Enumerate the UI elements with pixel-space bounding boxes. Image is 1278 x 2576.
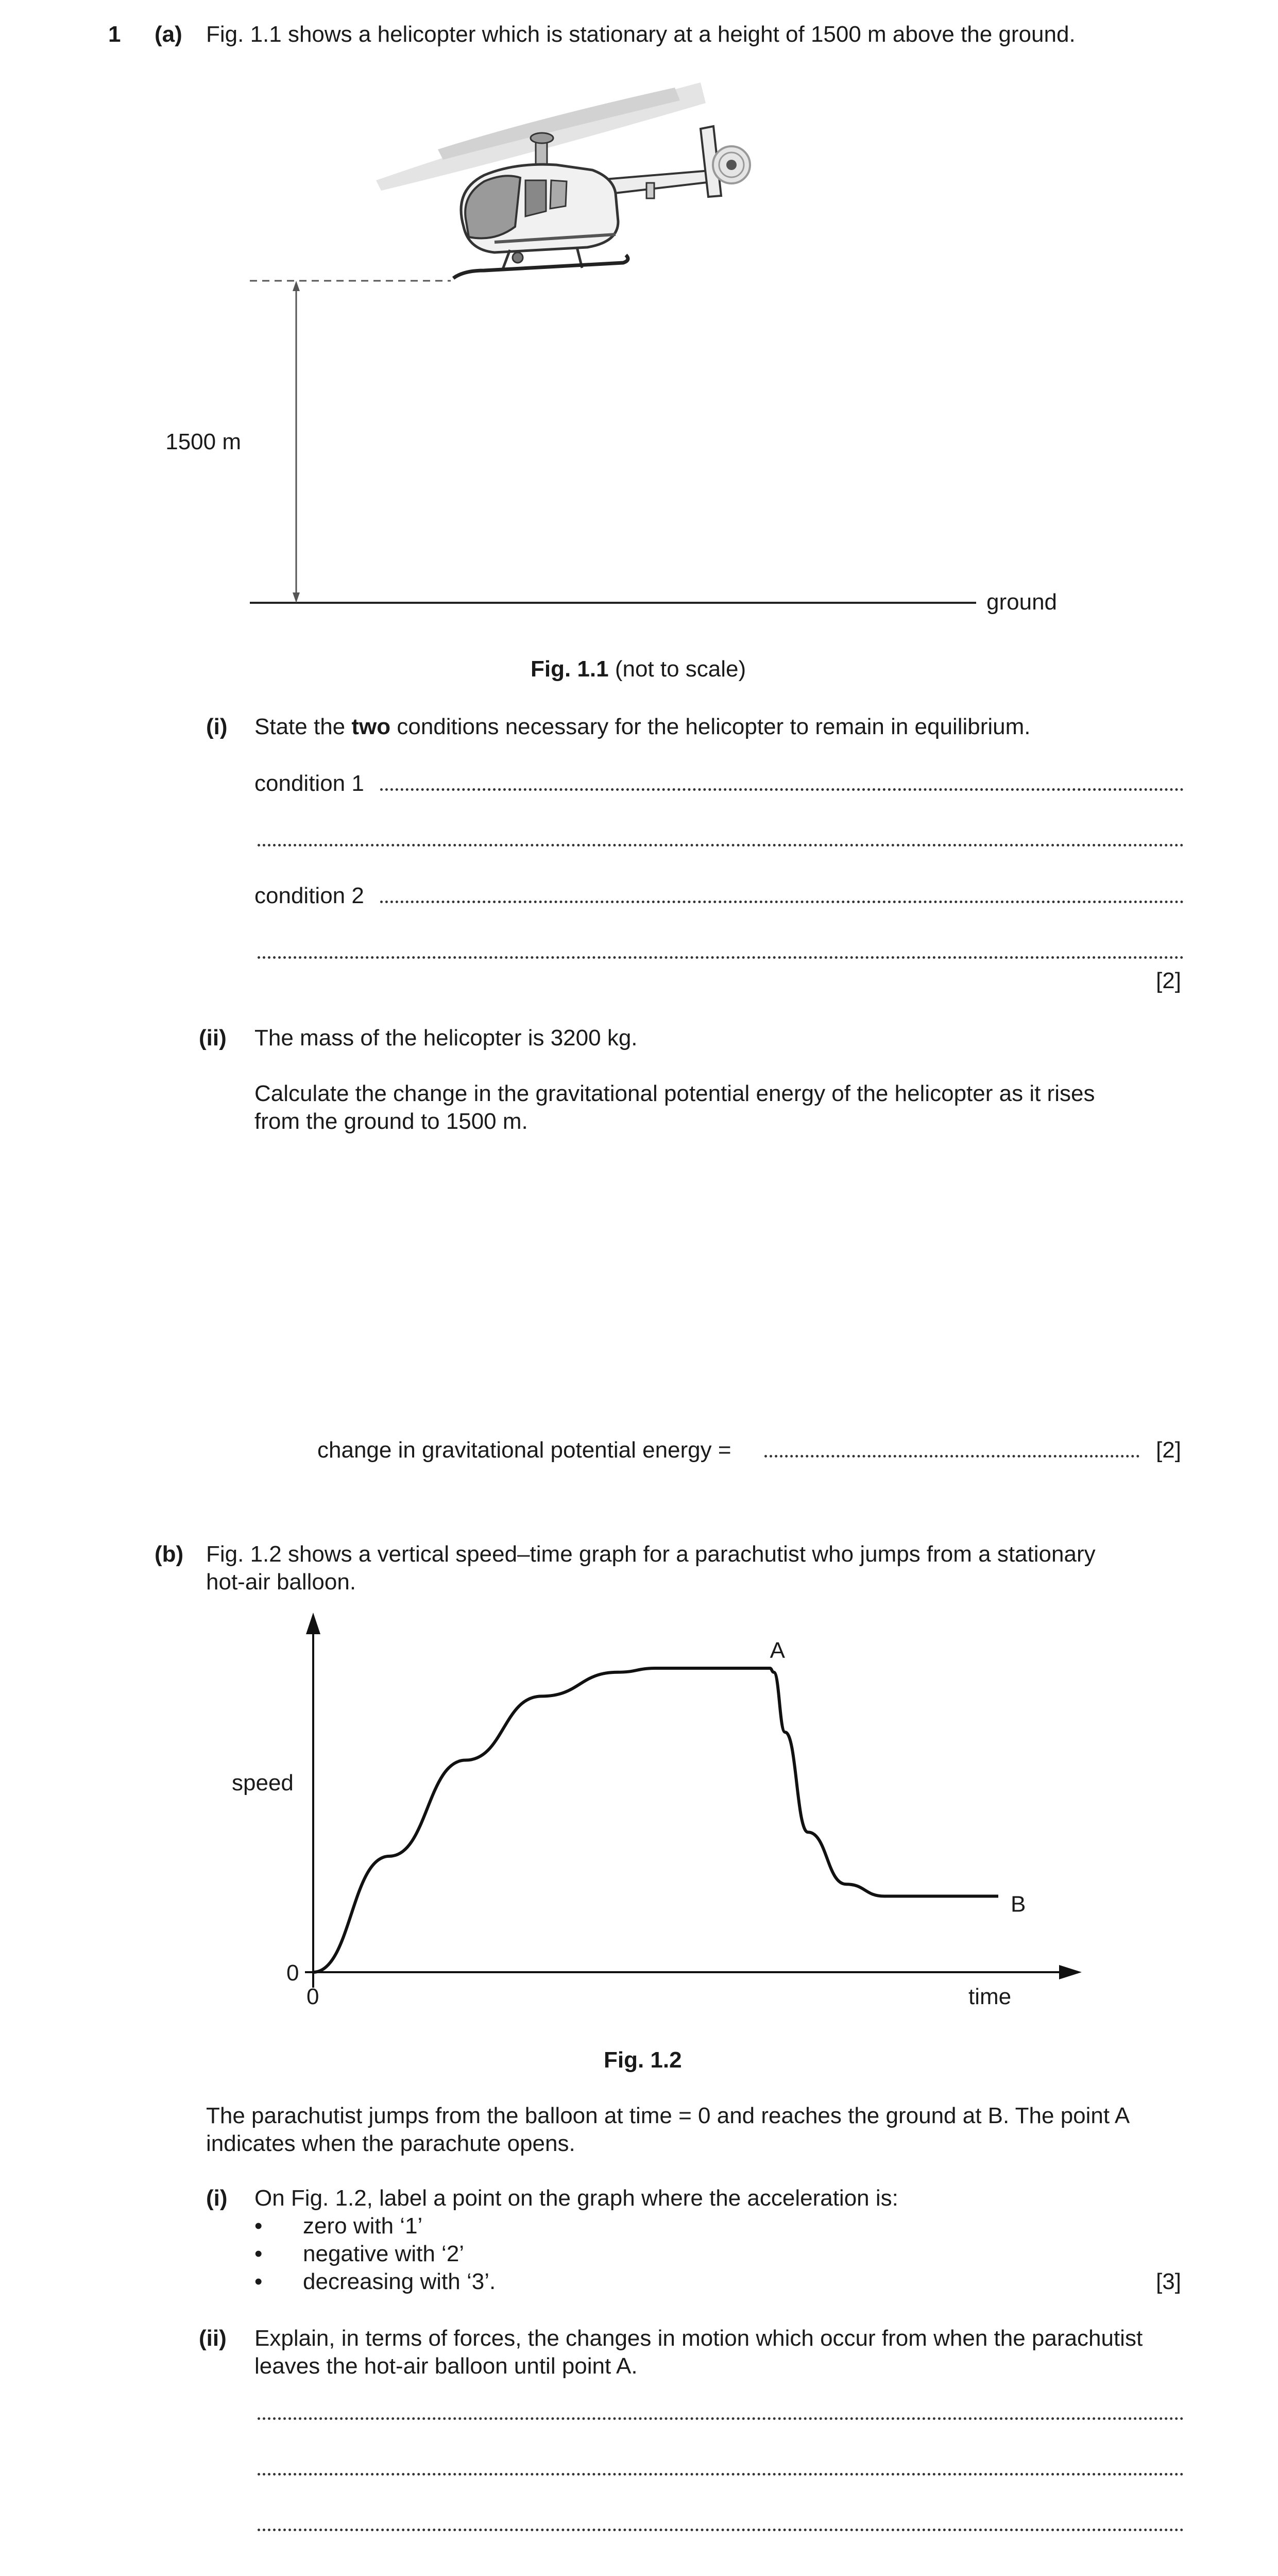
figure-1-1 [0, 0, 1278, 696]
speed-time-curve [313, 1668, 998, 1972]
x-tick-label: 0 [306, 1984, 319, 2009]
y-axis-label: speed [232, 1770, 294, 1795]
condition-1-answer-line[interactable] [380, 788, 1184, 791]
part-a-ii-question-line1: Calculate the change in the gravitational potential energy of the helicopter as it rises [254, 1081, 1095, 1106]
condition-2-answer-line[interactable] [380, 901, 1184, 903]
part-a-ii-marks: [2] [1156, 1437, 1181, 1463]
point-label-b: B [1011, 1891, 1026, 1917]
part-b-i-question: On Fig. 1.2, label a point on the graph where the acceleration is: [254, 2185, 898, 2211]
part-a-i-question: State the two conditions necessary for the helicopter to remain in equilibrium. [254, 714, 1031, 739]
part-b-text-line1: The parachutist jumps from the balloon at time = 0 and reaches the ground at B. The point A [206, 2103, 1130, 2128]
ground-label: ground [986, 589, 1058, 615]
explain-answer-line-2[interactable] [258, 2473, 1184, 2476]
y-axis-arrowhead [306, 1613, 320, 1634]
part-b-intro-line2: hot-air balloon. [206, 1569, 356, 1595]
part-b-i-marks: [3] [1156, 2269, 1181, 2294]
condition-1-answer-line-2[interactable] [258, 844, 1184, 846]
part-b-intro-line1: Fig. 1.2 shows a vertical speed–time graph for a parachutist who jumps from a stationary [206, 1541, 1096, 1567]
explain-answer-line-3[interactable] [258, 2529, 1184, 2531]
bullet-2: • negative with ‘2’ [254, 2241, 465, 2266]
gpe-answer-label: change in gravitational potential energy = [317, 1437, 731, 1463]
x-axis-arrowhead [1059, 1965, 1082, 1979]
part-b-ii-label: (ii) [199, 2326, 227, 2351]
height-label: 1500 m [165, 429, 241, 454]
bullet-1: • zero with ‘1’ [254, 2213, 423, 2239]
condition-1-label: condition 1 [254, 771, 364, 796]
x-axis-label: time [968, 1984, 1012, 2009]
condition-2-answer-line-2[interactable] [258, 956, 1184, 959]
bullet-3: • decreasing with ‘3’. [254, 2269, 496, 2294]
part-a-ii-label: (ii) [199, 1025, 227, 1050]
part-b-ii-question-line2: leaves the hot-air balloon until point A. [254, 2353, 638, 2379]
part-b-text-line2: indicates when the parachute opens. [206, 2131, 575, 2156]
part-a-i-label: (i) [206, 714, 228, 739]
part-a-intro: Fig. 1.1 shows a helicopter which is stationary at a height of 1500 m above the ground. [206, 22, 1076, 47]
helicopter-icon [376, 82, 750, 278]
question-number: 1 [108, 22, 121, 47]
explain-answer-line-1[interactable] [258, 2417, 1184, 2420]
part-a-i-marks: [2] [1156, 968, 1181, 993]
gpe-answer-line[interactable] [764, 1455, 1139, 1458]
point-label-a: A [770, 1638, 786, 1663]
part-b-i-label: (i) [206, 2185, 228, 2211]
part-a-ii-mass-text: The mass of the helicopter is 3200 kg. [254, 1025, 638, 1050]
figure-1-2-caption: Fig. 1.2 [604, 2047, 682, 2073]
condition-2-label: condition 2 [254, 883, 364, 908]
part-b-label: (b) [155, 1541, 184, 1567]
y-tick-label: 0 [286, 1960, 299, 1986]
part-a-ii-question-line2: from the ground to 1500 m. [254, 1109, 528, 1134]
figure-1-1-caption: Fig. 1.1 (not to scale) [531, 656, 746, 682]
part-b-ii-question-line1: Explain, in terms of forces, the changes in motion which occur from when the parachutist [254, 2326, 1143, 2351]
figure-1-2-chart [0, 1597, 1278, 2020]
part-a-label: (a) [155, 22, 182, 47]
